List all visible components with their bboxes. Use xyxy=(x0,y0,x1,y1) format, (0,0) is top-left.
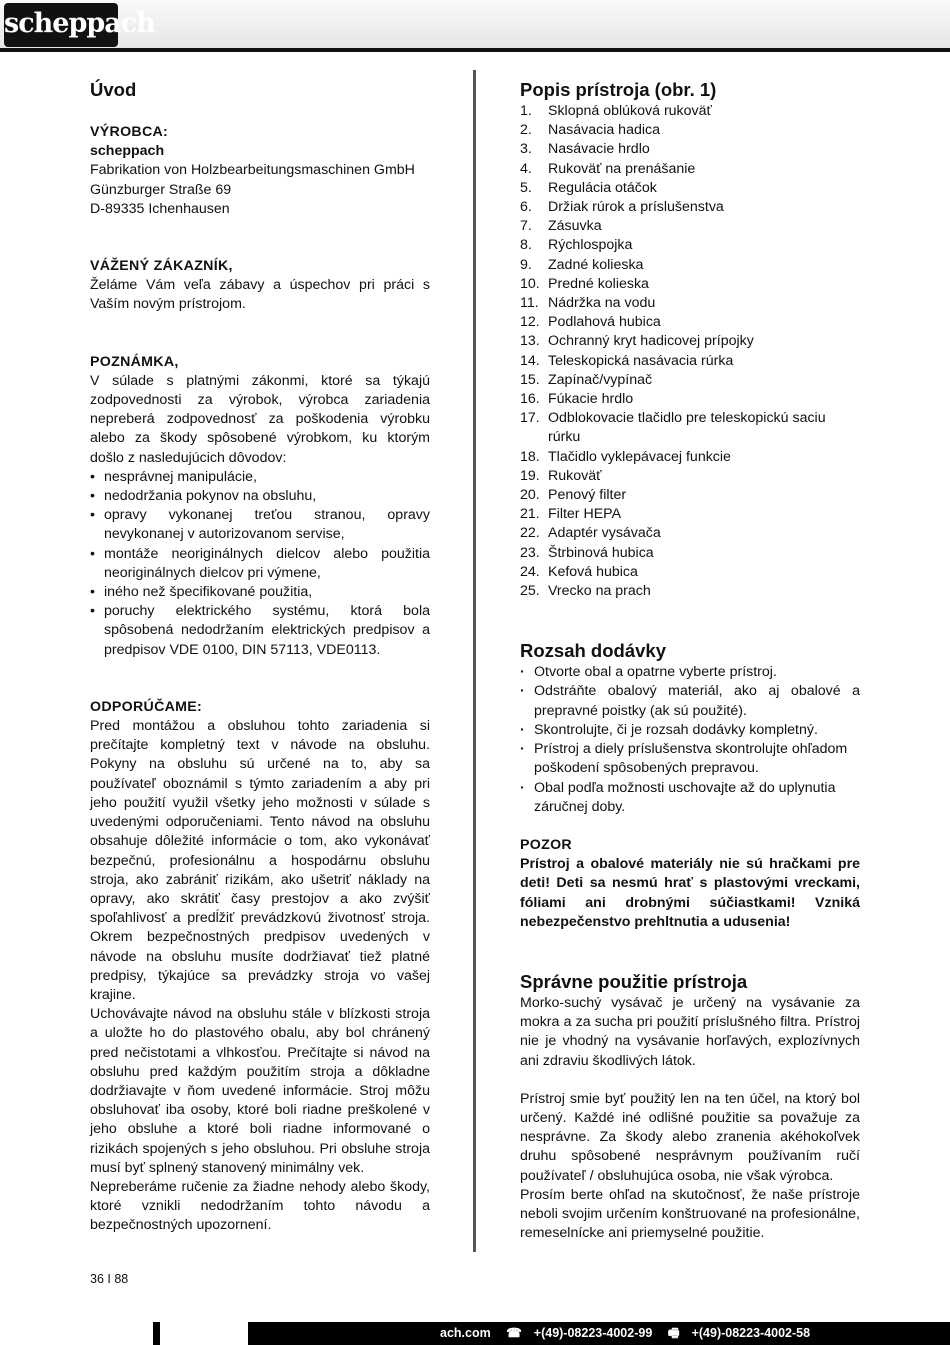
parts-list xyxy=(520,102,860,601)
list-item: • nesprávnej manipulácie, xyxy=(90,468,430,487)
parts-item-label: Ochranný kryt hadicovej prípojky xyxy=(548,333,754,350)
brand-logo: scheppach xyxy=(4,3,118,47)
manufacturer-name: scheppach xyxy=(90,143,165,160)
parts-item-label: Štrbinová hubica xyxy=(548,544,654,561)
usage-paragraph: Prosím berte ohľad na skutočnosť, že naše prístroje neboli svojim určením konštruované na profesionálne, remeselnícke ani priemyselné použitie. xyxy=(520,1186,860,1242)
warning-text: Prístroj a obalové materiály nie sú hračkami pre deti! Deti sa nesmú hrať s plastovými vreckami, fóliami ani drobnými súčiastkami! Vzniká nebezpečenstvo prehltnutia a udusenia! xyxy=(520,856,860,930)
footer-web[interactable]: ach.com xyxy=(440,1326,491,1340)
parts-item-number: 24. xyxy=(520,563,540,580)
parts-item-label: Zapínač/vypínač xyxy=(548,371,653,388)
parts-item-number: 8. xyxy=(520,237,532,254)
manufacturer-line: D-89335 Ichenhausen xyxy=(90,200,230,217)
parts-item-label: Filter HEPA xyxy=(548,506,622,523)
parts-item-label: Vrecko na prach xyxy=(548,583,651,600)
parts-item-number: 11. xyxy=(520,295,539,312)
list-item: · Odstráňte obalový materiál, ako aj obalové a prepravné poistky (ak sú použité). xyxy=(520,682,860,720)
recommend-heading: ODPORÚČAME: xyxy=(90,698,203,715)
parts-list-item xyxy=(520,524,860,543)
parts-item-number: 13. xyxy=(520,333,540,350)
recommend-paragraph: Uchovávajte návod na obsluhu stále v blízkosti stroja a uložte ho do plastového obalu, aby bol chránený pred nečistotami a vlhkosťou. Prečítajte si návod na obsluhu pred každým použitím stroja a dôkladne dodržiavajte v ňom uvedené informácie. Stroj môžu obsluhovať iba osoby, ktoré boli riadne preškolené v jeho obsluhe a ktoré boli riadne informované o rizikách spojených s jeho obsluhou. Pri obsluhe stroja musí byť splnený stanovený minimálny vek. xyxy=(90,1006,430,1176)
left-column xyxy=(90,78,430,1236)
parts-list-item xyxy=(520,236,860,255)
parts-item-number: 2. xyxy=(520,122,532,139)
parts-list-item xyxy=(520,217,860,236)
footer-contact xyxy=(440,1322,822,1345)
list-item: • nedodržania pokynov na obsluhu, xyxy=(90,487,430,506)
column-divider xyxy=(473,70,476,1252)
parts-item-label: Rukoväť xyxy=(548,467,602,484)
parts-list-item xyxy=(520,371,860,390)
parts-item-number: 7. xyxy=(520,218,532,235)
usage-title: Správne použitie prístroja xyxy=(520,970,748,992)
parts-item-number: 22. xyxy=(520,525,540,542)
fax-icon: 🖷 xyxy=(667,1326,680,1340)
parts-item-label: Odblokovacie tlačidlo pre teleskopickú saciu rúrku xyxy=(548,410,826,446)
parts-item-label: Rukoväť na prenášanie xyxy=(548,160,696,177)
parts-list-item xyxy=(520,140,860,159)
parts-list-item xyxy=(520,332,860,351)
right-column xyxy=(520,78,860,1243)
parts-item-label: Teleskopická nasávacia rúrka xyxy=(548,352,734,369)
manufacturer-heading: VÝROBCA: xyxy=(90,124,169,140)
manufacturer-line: Günzburger Straße 69 xyxy=(90,181,232,198)
list-item: · Obal podľa možnosti uschovajte až do uplynutia záručnej doby. xyxy=(520,779,860,817)
usage-paragraph: Prístroj smie byť použitý len na ten účel, na ktorý bol určený. Každé iné odlišné použitie sa považuje za nesprávne. Za škody alebo zranenia akéhokoľvek druhu spôsobené nesprávnym používaním ručí používateľ / obsluhujúca osoba, nie však výrobca. xyxy=(520,1090,860,1184)
customer-text: Želáme Vám veľa zábavy a úspechov pri práci s Vaším novým prístrojom. xyxy=(90,277,430,313)
parts-item-number: 25. xyxy=(520,583,540,600)
parts-item-number: 9. xyxy=(520,256,532,273)
parts-item-number: 12. xyxy=(520,314,540,331)
page-header xyxy=(0,0,950,52)
parts-item-label: Zadné kolieska xyxy=(548,256,644,273)
parts-item-label: Fúkacie hrdlo xyxy=(548,391,634,408)
intro-title: Úvod xyxy=(90,79,137,100)
parts-list-item xyxy=(520,390,860,409)
list-item: • montáže neoriginálnych dielcov alebo použitia neoriginálnych dielcov pri výmene, xyxy=(90,545,430,583)
parts-item-label: Kefová hubica xyxy=(548,563,638,580)
parts-item-label: Sklopná oblúková rukoväť xyxy=(548,103,712,119)
parts-list-item xyxy=(520,294,860,313)
parts-item-label: Podlahová hubica xyxy=(548,314,661,331)
parts-item-label: Zásuvka xyxy=(548,218,602,235)
list-item: · Prístroj a diely príslušenstva skontrolujte ohľadom poškodení spôsobených prepravou. xyxy=(520,740,860,778)
parts-item-label: Nasávacie hrdlo xyxy=(548,141,650,158)
parts-item-label: Penový filter xyxy=(548,487,627,504)
recommend-paragraph: Pred montážou a obsluhou tohto zariadenia si prečítajte kompletný text v návode na obsluhu. Pokyny na obsluhu sú určené na to, aby sa používateľ oboznámil s týmto zariadením a aby pri jeho použití využil všetky jeho možnosti v súlade s uvedenými odporučeniami. Tento návod na obsluhu obsahuje dôležité informácie o tom, ako vykonávať bezpečnú, profesionálnu a hospodárnu obsluhu stroja, ako zabrániť rizikám, ako ušetriť náklady na opravy, ako skrátiť časy prestojov a ako zvýšiť spoľahlivosť a predĺžiť prevádzkovú životnosť stroja. Okrem bezpečnostných predpisov uvedených v návode na obsluhu musíte dodržiavať tiež platné predpisy, týkajúce sa prevádzky stroja vo vašej krajine. xyxy=(90,718,430,1003)
note-list xyxy=(90,468,430,660)
parts-list-item xyxy=(520,160,860,179)
parts-item-number: 16. xyxy=(520,391,540,408)
page-number: 36 I 88 xyxy=(90,1272,129,1286)
parts-item-number: 21. xyxy=(520,506,540,523)
parts-item-label: Rýchlospojka xyxy=(548,237,633,254)
parts-item-number: 5. xyxy=(520,179,532,196)
delivery-list xyxy=(520,663,860,817)
list-item: · Otvorte obal a opatrne vyberte prístroj. xyxy=(520,663,860,682)
parts-item-label: Adaptér vysávača xyxy=(548,525,661,542)
parts-item-label: Regulácia otáčok xyxy=(548,179,657,196)
parts-list-item xyxy=(520,505,860,524)
warning-heading: POZOR xyxy=(520,836,572,853)
parts-list-item xyxy=(520,352,860,371)
parts-list-item xyxy=(520,179,860,198)
parts-item-number: 10. xyxy=(520,275,540,292)
parts-item-label: Tlačidlo vyklepávacej funkcie xyxy=(548,448,731,465)
note-heading: POZNÁMKA, xyxy=(90,353,179,370)
parts-list-item xyxy=(520,467,860,486)
recommend-paragraph: Nepreberáme ručenie za žiadne nehody alebo škody, ktoré vznikli nedodržaním tohto návodu a bezpečnostných upozornení. xyxy=(90,1178,430,1234)
delivery-title: Rozsah dodávky xyxy=(520,640,666,662)
parts-title: Popis prístroja (obr. 1) xyxy=(520,79,717,100)
note-text: V súlade s platnými zákonmi, ktoré sa týkajú zodpovednosti za výrobok, výrobca zariadenia nepreberá zodpovednosť za poškodenia výrobku alebo za škody spôsobené výrobkom, ku ktorým došlo z nasledujúcich dôvodov: xyxy=(90,372,430,466)
list-item: • poruchy elektrického systému, ktorá bola spôsobená nedodržaním elektrických predpisov a predpisov VDE 0100, DIN 57113, VDE0113. xyxy=(90,602,430,660)
parts-list-item xyxy=(520,563,860,582)
footer-phone: +(49)-08223-4002-99 xyxy=(533,1326,653,1340)
parts-list-item xyxy=(520,409,860,447)
parts-item-number: 17. xyxy=(520,410,540,427)
parts-list-item xyxy=(520,121,860,140)
parts-item-number: 14. xyxy=(520,352,540,369)
footer-block xyxy=(0,1322,153,1345)
list-item: • opravy vykonanej treťou stranou, opravy nevykonanej v autorizovanom servise, xyxy=(90,506,430,544)
manufacturer-line: Fabrikation von Holzbearbeitungsmaschinen GmbH xyxy=(90,162,415,179)
parts-list-item xyxy=(520,256,860,275)
parts-item-label: Nádržka na vodu xyxy=(548,295,656,312)
parts-list-item xyxy=(520,448,860,467)
parts-item-number: 6. xyxy=(520,199,532,216)
parts-list-item xyxy=(520,486,860,505)
parts-item-number: 3. xyxy=(520,141,532,158)
parts-item-number: 1. xyxy=(520,103,532,119)
page-footer xyxy=(0,1322,950,1345)
parts-item-number: 4. xyxy=(520,160,532,177)
parts-item-number: 23. xyxy=(520,544,540,561)
parts-item-label: Predné kolieska xyxy=(548,275,649,292)
usage-paragraph: Morko-suchý vysávač je určený na vysávanie za mokra a za sucha pri použití príslušného filtra. Prístroj nie je vhodný na vysávanie horľavých, explozívnych ani zdraviu škodlivých látok. xyxy=(520,994,860,1069)
list-item: • iného než špecifikované použitia, xyxy=(90,583,430,602)
parts-item-label: Nasávacia hadica xyxy=(548,122,660,139)
parts-item-number: 18. xyxy=(520,448,540,465)
parts-list-item xyxy=(520,582,860,601)
parts-item-number: 19. xyxy=(520,467,540,484)
parts-item-number: 15. xyxy=(520,371,540,388)
list-item: · Skontrolujte, či je rozsah dodávky kompletný. xyxy=(520,721,860,740)
parts-list-item xyxy=(520,198,860,217)
footer-block xyxy=(160,1322,248,1345)
telephone-icon: ☎ xyxy=(506,1326,522,1340)
footer-fax: +(49)-08223-4002-58 xyxy=(691,1326,811,1340)
parts-list-item xyxy=(520,313,860,332)
customer-heading: VÁŽENÝ ZÁKAZNÍK, xyxy=(90,258,233,275)
parts-item-label: Držiak rúrok a príslušenstva xyxy=(548,199,724,216)
parts-item-number: 20. xyxy=(520,487,540,504)
parts-list-item xyxy=(520,544,860,563)
parts-list-item xyxy=(520,102,860,121)
parts-list-item xyxy=(520,275,860,294)
